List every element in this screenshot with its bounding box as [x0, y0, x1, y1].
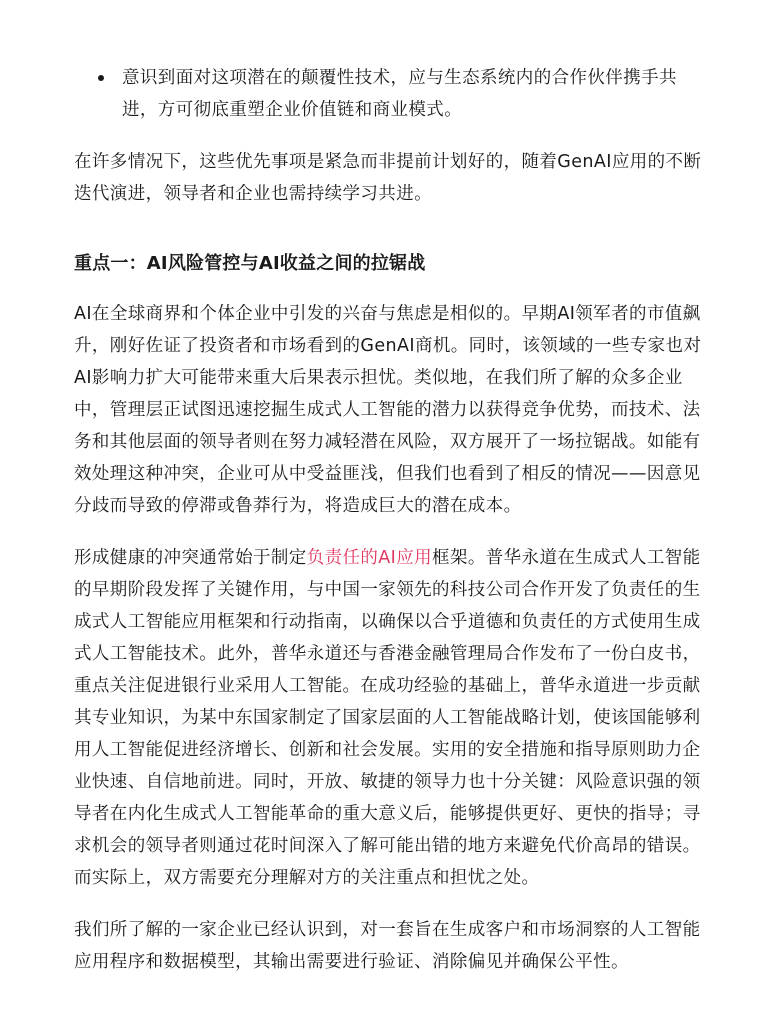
paragraph-responsible-ai: [74, 542, 708, 894]
responsible-ai-link[interactable]: 负责任的AI应用: [306, 548, 433, 568]
intro-paragraph: 在许多情况下，这些优先事项是紧急而非提前计划好的，随着GenAI应用的不断迭代演进，领导者和企业也需持续学习共进。: [74, 152, 702, 204]
paragraph-enterprise-example: 我们所了解的一家企业已经认识到，对一套旨在生成客户和市场洞察的人工智能应用程序和数据模型，其输出需要进行验证、消除偏见并确保公平性。: [74, 920, 701, 972]
bullet-dot-icon: [98, 75, 104, 81]
section-heading: 重点一：AI风险管控与AI收益之间的拉锯战: [74, 253, 426, 274]
bullet-item: [74, 62, 708, 126]
bullet-list: [74, 62, 708, 126]
paragraph-text-before-link: 形成健康的冲突通常始于制定: [74, 548, 307, 568]
paragraph-risk-vs-reward: AI在全球商界和个体企业中引发的兴奋与焦虑是相似的。早期AI领军者的市值飙升，刚好佐证了投资者和市场看到的GenAI商机。同时，该领域的一些专家也对AI影响力扩大可能带来重大后果表示担忧。类似地，在我们所了解的众多企业中，管理层正试图迅速挖掘生成式人工智能的潜力以获得竞争优势，而技术、法务和其他层面的领导者则在努力减轻潜在风险，双方展开了一场拉锯战。如能有效处理这种冲突，企业可从中受益匪浅，但我们也看到了相反的情况——因意见分歧而导致的停滞或鲁莽行为，将造成巨大的潜在成本。: [74, 304, 702, 516]
paragraph-text-after-link: 框架。普华永道在生成式人工智能的早期阶段发挥了关键作用，与中国一家领先的科技公司合作开发了负责任的生成式人工智能应用框架和行动指南，以确保以合乎道德和负责任的方式使用生成式人工智能技术。此外，普华永道还与香港金融管理局合作发布了一份白皮书，重点关注促进银行业采用人工智能。在成功经验的基础上，普华永道进一步贡献其专业知识，为某中东国家制定了国家层面的人工智能战略计划，使该国能够利用人工智能促进经济增长、创新和社会发展。实用的安全措施和指导原则助力企业快速、自信地前进。同时，开放、敏捷的领导力也十分关键：风险意识强的领导者在内化生成式人工智能革命的重大意义后，能够提供更好、更快的指导；寻求机会的领导者则通过花时间深入了解可能出错的地方来避免代价高昂的错误。而实际上，双方需要充分理解对方的关注重点和担忧之处。: [74, 548, 701, 888]
bullet-text: 意识到面对这项潜在的颠覆性技术，应与生态系统内的合作伙伴携手共进，方可彻底重塑企业价值链和商业模式。: [122, 68, 677, 120]
